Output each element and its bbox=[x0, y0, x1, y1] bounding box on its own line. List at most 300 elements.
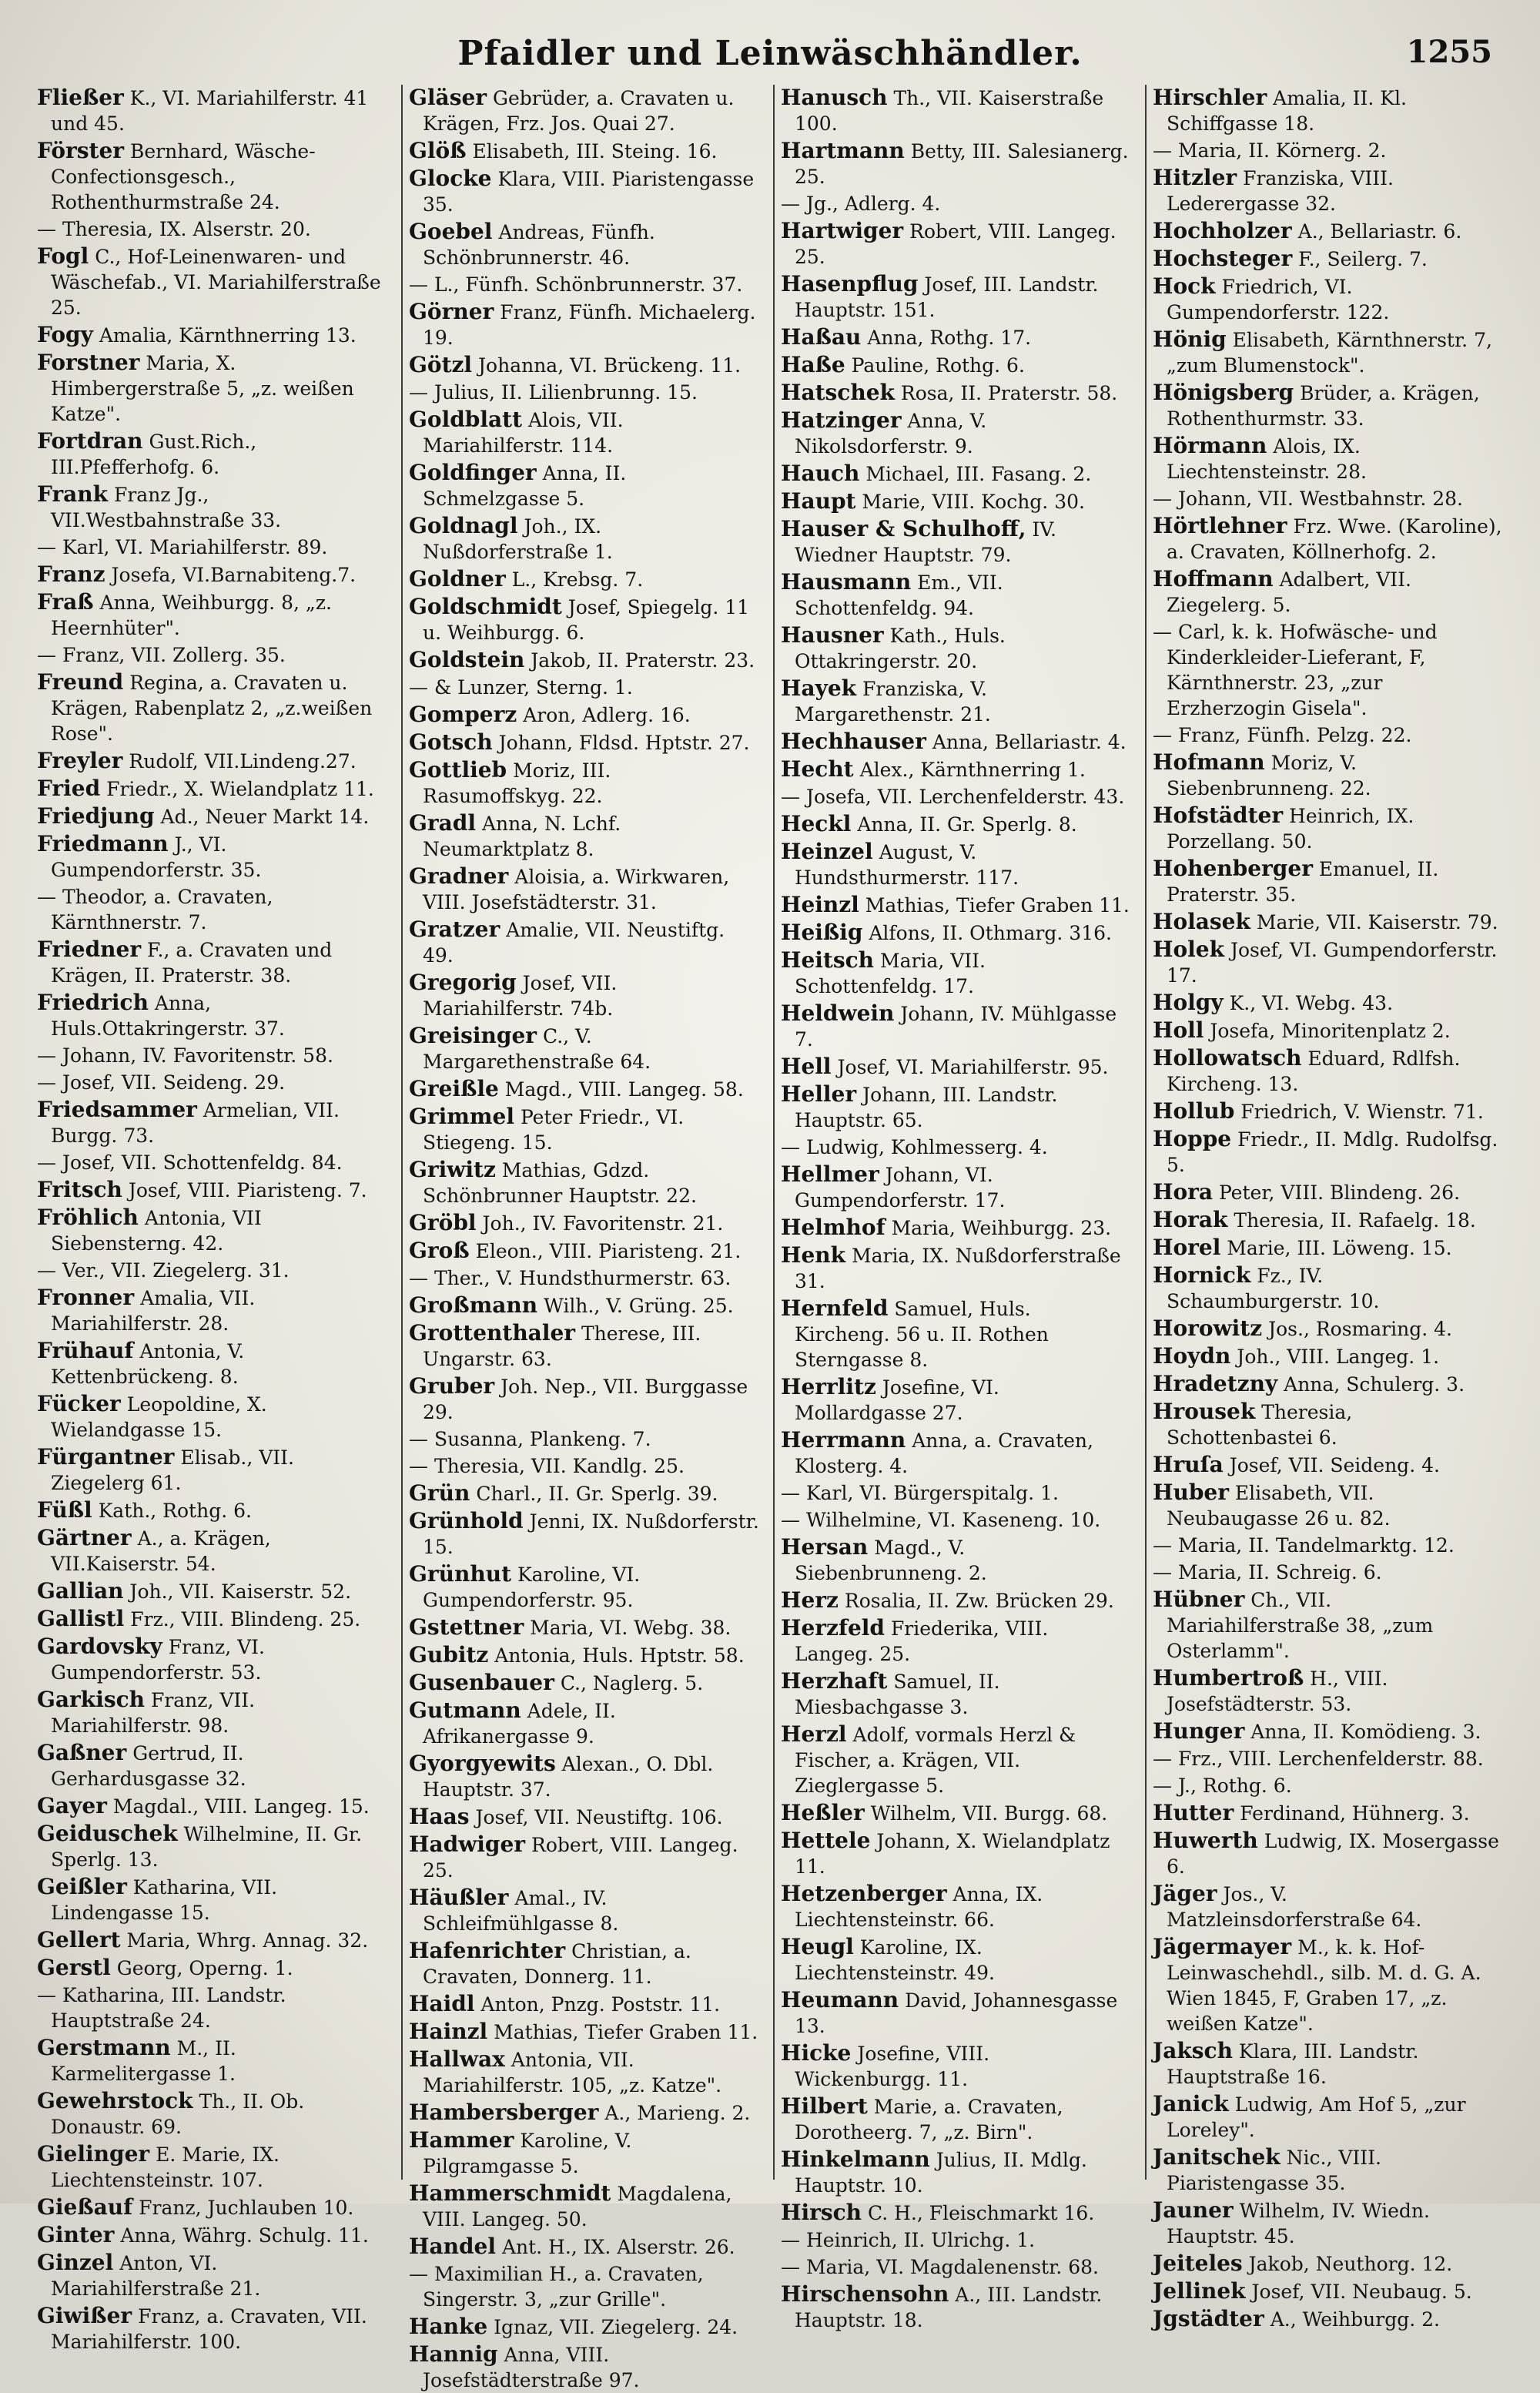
entry-detail: Maria, X. Himbergerstraße 5, „z. weißen Katze". bbox=[51, 352, 354, 425]
entry-name: Horel bbox=[1153, 1235, 1221, 1260]
entry-name: Goldnagl bbox=[409, 513, 518, 538]
entry-detail: Ferdinand, Hühnerg. 3. bbox=[1240, 1802, 1470, 1825]
directory-entry bbox=[1153, 327, 1503, 378]
entry-name: Hruſa bbox=[1153, 1452, 1224, 1477]
entry-name: Janitschek bbox=[1153, 2144, 1281, 2170]
entry-detail: Anna, V. Nikolsdorferstr. 9. bbox=[795, 410, 987, 457]
entry-name: Hecht bbox=[781, 756, 854, 782]
entry-name: Fließer bbox=[37, 85, 124, 110]
directory-entry bbox=[37, 1821, 387, 1872]
directory-entry bbox=[781, 622, 1131, 674]
entry-detail: Karoline, IX. Liechtensteinstr. 49. bbox=[795, 1936, 995, 1984]
directory-entry bbox=[1153, 246, 1503, 272]
entry-name: Goebel bbox=[409, 219, 493, 244]
entry-detail: Pauline, Rothg. 6. bbox=[851, 354, 1025, 377]
entry-name: Hambersberger bbox=[409, 2100, 599, 2125]
entry-name: Hannig bbox=[409, 2341, 498, 2367]
directory-entry bbox=[409, 1991, 759, 2017]
entry-detail: Christian, a. Cravaten, Donnerg. 11. bbox=[423, 1940, 691, 1988]
entry-detail: Betty, III. Salesianerg. 25. bbox=[795, 140, 1129, 188]
directory-entry bbox=[1153, 273, 1503, 325]
entry-name: Frank bbox=[37, 481, 109, 507]
entry-name: Grün bbox=[409, 1480, 470, 1506]
entry-name: Heißig bbox=[781, 920, 863, 945]
entry-detail: Michael, III. Fasang. 2. bbox=[865, 463, 1092, 485]
entry-name: Huwerth bbox=[1153, 1828, 1258, 1853]
entry-name: Gießauf bbox=[37, 2194, 133, 2220]
directory-entry bbox=[1153, 138, 1503, 163]
entry-detail: Anna, Weihburgg. 8, „z. Heernhüter". bbox=[51, 592, 332, 639]
directory-entry bbox=[37, 1177, 387, 1203]
entry-detail: Brüder, a. Krägen, Rothenthurmstr. 33. bbox=[1167, 382, 1480, 430]
entry-detail: Wilhelm, IV. Wiedn. Hauptstr. 45. bbox=[1167, 2200, 1430, 2247]
directory-entry bbox=[781, 2147, 1131, 2198]
directory-entry bbox=[781, 1295, 1131, 1372]
entry-detail: Rudolf, VII.Lindeng.27. bbox=[129, 750, 357, 773]
entry-detail: H., VIII. Josefstädterstr. 53. bbox=[1167, 1667, 1388, 1715]
entry-detail: Josef, Spiegelg. 11 u. Weihburgg. 6. bbox=[423, 596, 750, 644]
entry-name: Goldfinger bbox=[409, 460, 537, 485]
entry-detail: Eduard, Rdlfsh. Kircheng. 13. bbox=[1167, 1047, 1461, 1095]
entry-name: Jellinek bbox=[1153, 2278, 1246, 2304]
directory-entry bbox=[409, 85, 759, 136]
directory-entry bbox=[409, 970, 759, 1021]
entry-detail: Gust.Rich., III.Pfefferhofg. 6. bbox=[51, 431, 257, 478]
entry-name: Hochsteger bbox=[1153, 246, 1293, 271]
entry-detail: Alexan., O. Dbl. Hauptstr. 37. bbox=[423, 1753, 714, 1801]
entry-detail: Joh., IV. Favoritenstr. 21. bbox=[482, 1212, 724, 1235]
entry-name: Hrousek bbox=[1153, 1399, 1256, 1424]
entry-detail: C., Hof-Leinenwaren- und Wäschefab., VI. Mariahilferstraße 25. bbox=[51, 246, 381, 319]
entry-name: Herzhaft bbox=[781, 1668, 888, 1694]
entry-name: Gayer bbox=[37, 1793, 107, 1818]
directory-entry bbox=[409, 407, 759, 458]
directory-entry bbox=[37, 589, 387, 641]
entry-detail: Ludwig, IX. Mosergasse 6. bbox=[1167, 1830, 1499, 1878]
page-title: Pfaidler und Leinwäschhändler. bbox=[457, 34, 1083, 73]
entry-name: Gruber bbox=[409, 1373, 495, 1399]
directory-entry bbox=[37, 1874, 387, 1925]
entry-detail: Anna, Bellariastr. 4. bbox=[932, 731, 1127, 753]
entry-name: Hönig bbox=[1153, 327, 1227, 352]
entry-detail: — Ludwig, Kohlmesserg. 4. bbox=[781, 1136, 1048, 1158]
entry-name: Fogl bbox=[37, 243, 89, 269]
entry-detail: Frz., VIII. Blindeng. 25. bbox=[130, 1608, 361, 1631]
entry-detail: K., VI. Mariahilferstr. 41 und 45. bbox=[51, 87, 369, 135]
entry-detail: Josef, VII. Neubaug. 5. bbox=[1251, 2281, 1472, 2303]
entry-name: Gotsch bbox=[409, 729, 493, 755]
directory-entry bbox=[781, 1427, 1131, 1479]
entry-detail: — Frz., VIII. Lerchenfelderstr. 88. bbox=[1153, 1748, 1484, 1770]
directory-entry bbox=[409, 1292, 759, 1319]
directory-entry bbox=[409, 2127, 759, 2179]
entry-name: Heßler bbox=[781, 1800, 865, 1825]
entry-name: Glöß bbox=[409, 138, 467, 163]
entry-name: Heller bbox=[781, 1081, 857, 1107]
entry-name: Grimmel bbox=[409, 1104, 515, 1129]
entry-detail: Alois, VII. Mariahilferstr. 114. bbox=[423, 409, 624, 457]
entry-name: Gomperz bbox=[409, 702, 517, 727]
entry-detail: Josef, VIII. Piaristeng. 7. bbox=[128, 1179, 367, 1202]
directory-entry bbox=[1153, 722, 1503, 748]
entry-name: Hausner bbox=[781, 622, 884, 648]
entry-detail: Maria, Weihburgg. 23. bbox=[891, 1217, 1112, 1239]
directory-entry bbox=[409, 2046, 759, 2098]
entry-name: Gaßner bbox=[37, 1740, 127, 1765]
directory-entry bbox=[37, 1927, 387, 1953]
directory-entry bbox=[781, 1054, 1131, 1080]
entry-detail: Franz, a. Cravaten, VII. Mariahilferstr. 100. bbox=[51, 2305, 367, 2353]
entry-detail: K., VI. Webg. 43. bbox=[1229, 992, 1394, 1014]
directory-entry bbox=[409, 1938, 759, 1989]
column-1 bbox=[31, 85, 393, 2353]
entry-name: Friedjung bbox=[37, 803, 155, 829]
entry-name: Hechhauser bbox=[781, 729, 926, 754]
entry-name: Heitsch bbox=[781, 947, 875, 973]
entry-name: Ginter bbox=[37, 2222, 115, 2247]
entry-detail: Ignaz, VII. Ziegelerg. 24. bbox=[494, 2316, 738, 2338]
directory-entry bbox=[37, 937, 387, 988]
entry-detail: Antonia, Huls. Hptstr. 58. bbox=[494, 1644, 745, 1667]
directory-entry bbox=[409, 513, 759, 565]
entry-name: Forstner bbox=[37, 350, 140, 375]
entry-name: Hanke bbox=[409, 2314, 488, 2339]
directory-entry bbox=[409, 1832, 759, 1883]
entry-detail: Franz, Fünfh. Michaelerg. 19. bbox=[423, 301, 756, 349]
entry-name: Hartmann bbox=[781, 138, 905, 163]
directory-entry bbox=[1153, 433, 1503, 484]
entry-detail: Ad., Neuer Markt 14. bbox=[160, 806, 370, 828]
entry-name: Gallistl bbox=[37, 1606, 125, 1631]
directory-entry bbox=[781, 1215, 1131, 1241]
directory-entry bbox=[409, 272, 759, 297]
directory-entry bbox=[781, 1374, 1131, 1426]
entry-name: Hofstädter bbox=[1153, 803, 1284, 828]
directory-entry bbox=[37, 884, 387, 935]
directory-entry bbox=[37, 1285, 387, 1336]
entry-detail: Peter, VIII. Blindeng. 26. bbox=[1218, 1181, 1461, 1204]
entry-detail: Maria, VI. Webg. 38. bbox=[530, 1617, 732, 1639]
directory-entry bbox=[409, 1698, 759, 1749]
entry-detail: A., Bellariastr. 6. bbox=[1297, 220, 1462, 243]
entry-detail: — Katharina, III. Landstr. Hauptstraße 24. bbox=[37, 1984, 286, 2032]
directory-entry bbox=[1153, 380, 1503, 431]
entry-detail: Josefine, VI. Mollardgasse 27. bbox=[795, 1376, 999, 1424]
entry-name: Goldstein bbox=[409, 647, 525, 672]
entry-name: Holek bbox=[1153, 937, 1224, 962]
entry-detail: — & Lunzer, Sterng. 1. bbox=[409, 676, 633, 699]
entry-detail: Alex., Kärnthnerring 1. bbox=[859, 759, 1086, 781]
directory-entry bbox=[1153, 1179, 1503, 1205]
directory-entry bbox=[1153, 1235, 1503, 1261]
directory-entry bbox=[1153, 2091, 1503, 2143]
entry-detail: Theresia, II. Rafaelg. 18. bbox=[1234, 1209, 1476, 1232]
directory-entry bbox=[781, 2200, 1131, 2226]
entry-detail: L., Krebsg. 7. bbox=[511, 568, 644, 591]
page-header bbox=[0, 29, 1540, 83]
directory-entry bbox=[409, 1642, 759, 1668]
entry-name: Freund bbox=[37, 669, 124, 695]
entry-detail: Jakob, II. Praterstr. 23. bbox=[531, 649, 755, 672]
entry-name: Herz bbox=[781, 1587, 839, 1613]
entry-detail: Jakob, Neuthorg. 12. bbox=[1248, 2253, 1453, 2275]
entry-name: Fritsch bbox=[37, 1177, 122, 1202]
directory-entry bbox=[1153, 749, 1503, 801]
directory-entry bbox=[409, 219, 759, 270]
directory-entry bbox=[409, 1023, 759, 1074]
entry-name: Heumann bbox=[781, 1987, 899, 2013]
entry-detail: Maria, VII. Schottenfeldg. 17. bbox=[795, 950, 986, 997]
entry-name: Hönigsberg bbox=[1153, 380, 1294, 405]
entry-name: Hitzler bbox=[1153, 165, 1237, 190]
directory-entry bbox=[37, 2088, 387, 2140]
entry-detail: Klara, VIII. Piaristengasse 35. bbox=[423, 168, 755, 216]
entry-detail: Heinrich, IX. Porzellang. 50. bbox=[1167, 805, 1414, 853]
entry-detail: C. H., Fleischmarkt 16. bbox=[867, 2202, 1095, 2224]
entry-name: Hellmer bbox=[781, 1161, 879, 1187]
entry-detail: — Johann, VII. Westbahnstr. 28. bbox=[1153, 488, 1463, 510]
directory-entry bbox=[1153, 1343, 1503, 1369]
entry-detail: Mathias, Tiefer Graben 11. bbox=[494, 2021, 758, 2043]
entry-name: Gardovsky bbox=[37, 1634, 162, 1659]
entry-detail: Franz, Juchlauben 10. bbox=[139, 2197, 354, 2219]
entry-name: Friedrich bbox=[37, 990, 149, 1015]
entry-detail: Josef, VII. Mariahilferstr. 74b. bbox=[423, 972, 618, 1020]
entry-name: Freyler bbox=[37, 748, 123, 773]
entry-name: Grottenthaler bbox=[409, 1320, 576, 1346]
entry-name: Hornick bbox=[1153, 1262, 1251, 1288]
entry-name: Gottlieb bbox=[409, 757, 507, 783]
entry-name: Hock bbox=[1153, 273, 1216, 299]
entry-name: Hollub bbox=[1153, 1098, 1235, 1124]
entry-detail: Amal., IV. Schleifmühlgasse 8. bbox=[423, 1887, 619, 1935]
entry-name: Herzl bbox=[781, 1721, 847, 1747]
directory-entry bbox=[1153, 1587, 1503, 1664]
directory-entry bbox=[1153, 1480, 1503, 1531]
entry-detail: Marie, VIII. Kochg. 30. bbox=[862, 491, 1085, 513]
entry-detail: — Josef, VII. Schottenfeldg. 84. bbox=[37, 1151, 343, 1174]
entry-detail: Marie, VII. Kaiserstr. 79. bbox=[1256, 911, 1498, 933]
directory-entry bbox=[409, 2314, 759, 2340]
directory-entry bbox=[1153, 1315, 1503, 1342]
entry-name: Hauser & Schulhoff, bbox=[781, 516, 1026, 541]
entry-detail: Andreas, Fünfh. Schönbrunnerstr. 46. bbox=[423, 221, 655, 269]
entry-name: Haßau bbox=[781, 324, 862, 350]
entry-name: Haupt bbox=[781, 488, 856, 514]
entry-name: Füßl bbox=[37, 1497, 92, 1523]
entry-detail: — Franz, Fünfh. Pelzg. 22. bbox=[1153, 724, 1412, 746]
entry-detail: Anna, VIII. Josefstädterstraße 97. bbox=[423, 2344, 640, 2391]
entry-name: Hernfeld bbox=[781, 1295, 889, 1321]
entry-name: Hasenpflug bbox=[781, 271, 919, 297]
entry-detail: Samuel, Huls. Kircheng. 56 u. II. Rothen Sterngasse 8. bbox=[795, 1298, 1049, 1371]
directory-entry bbox=[37, 1097, 387, 1148]
entry-detail: Antonia, VII Siebensterng. 42. bbox=[51, 1207, 262, 1255]
directory-entry bbox=[1153, 2278, 1503, 2304]
entry-name: Jaksch bbox=[1153, 2038, 1233, 2063]
directory-entry bbox=[781, 1534, 1131, 1586]
entry-detail: Josefine, VIII. Wickenburgg. 11. bbox=[795, 2043, 990, 2090]
entry-detail: Josef, VII. Neustiftg. 106. bbox=[475, 1806, 723, 1828]
column-2 bbox=[401, 85, 765, 2391]
entry-name: Geiduschek bbox=[37, 1821, 178, 1846]
directory-entry bbox=[409, 1104, 759, 1155]
entry-name: Hallwax bbox=[409, 2046, 505, 2072]
entry-name: Gusenbauer bbox=[409, 1670, 554, 1695]
entry-detail: Johann, IV. Mühlgasse 7. bbox=[795, 1003, 1117, 1051]
entry-detail: Franziska, V. Margarethenstr. 21. bbox=[795, 678, 991, 726]
directory-entry bbox=[781, 811, 1131, 837]
directory-entry bbox=[1153, 1533, 1503, 1558]
entry-name: Friedsammer bbox=[37, 1097, 197, 1122]
entry-detail: — Josef, VII. Seideng. 29. bbox=[37, 1071, 286, 1094]
directory-entry bbox=[409, 863, 759, 915]
directory-entry bbox=[37, 1687, 387, 1738]
entry-name: Holasek bbox=[1153, 909, 1250, 934]
entry-name: Holgy bbox=[1153, 990, 1224, 1015]
entry-detail: Regina, a. Cravaten u. Krägen, Rabenplatz 2, „z.weißen Rose". bbox=[51, 672, 373, 745]
entry-name: Heugl bbox=[781, 1934, 854, 1959]
entry-detail: Georg, Operng. 1. bbox=[116, 1957, 293, 1979]
directory-entry bbox=[409, 594, 759, 645]
entry-detail: — Josefa, VII. Lerchenfelderstr. 43. bbox=[781, 786, 1125, 808]
entry-name: Greißle bbox=[409, 1076, 499, 1101]
directory-entry bbox=[1153, 856, 1503, 907]
directory-entry bbox=[37, 1578, 387, 1604]
entry-detail: Maria, IX. Nußdorferstraße 31. bbox=[795, 1245, 1121, 1292]
directory-entry bbox=[781, 1242, 1131, 1294]
entry-name: Hirsch bbox=[781, 2200, 862, 2225]
directory-entry bbox=[37, 322, 387, 348]
entry-name: Fürgantner bbox=[37, 1444, 175, 1470]
entry-detail: Anna, II. Schmelzgasse 5. bbox=[423, 462, 627, 510]
directory-entry bbox=[781, 920, 1131, 946]
entry-detail: — Theresia, VII. Kandlg. 25. bbox=[409, 1455, 685, 1477]
directory-entry bbox=[37, 1634, 387, 1685]
entry-name: Greisinger bbox=[409, 1023, 537, 1048]
entry-name: Hinkelmann bbox=[781, 2147, 930, 2172]
directory-entry bbox=[1153, 1262, 1503, 1314]
directory-entry bbox=[781, 1480, 1131, 1506]
directory-entry bbox=[1153, 1746, 1503, 1771]
entry-detail: Magdalena, VIII. Langeg. 50. bbox=[423, 2183, 732, 2230]
directory-entry bbox=[37, 2222, 387, 2248]
directory-entry bbox=[409, 2341, 759, 2393]
directory-entry bbox=[781, 407, 1131, 459]
entry-detail: Magdal., VIII. Langeg. 15. bbox=[112, 1795, 370, 1818]
entry-detail: Gebrüder, a. Cravaten u. Krägen, Frz. Jos. Quai 27. bbox=[423, 87, 735, 135]
entry-name: Jeiteles bbox=[1153, 2251, 1243, 2276]
entry-name: Jauner bbox=[1153, 2197, 1234, 2223]
entry-detail: C., Naglerg. 5. bbox=[560, 1672, 704, 1694]
entry-name: Ginzel bbox=[37, 2250, 114, 2275]
entry-detail: Katharina, VII. Lindengasse 15. bbox=[51, 1876, 278, 1924]
entry-detail: — Theodor, a. Cravaten, Kärnthnerstr. 7. bbox=[37, 886, 273, 933]
entry-detail: Charl., II. Gr. Sperlg. 39. bbox=[476, 1483, 718, 1505]
entry-name: Hell bbox=[781, 1054, 832, 1079]
directory-entry bbox=[781, 1134, 1131, 1160]
directory-entry bbox=[37, 990, 387, 1041]
directory-entry bbox=[1153, 1800, 1503, 1826]
entry-detail: — Maria, VI. Magdalenenstr. 68. bbox=[781, 2256, 1099, 2278]
entry-detail: J., VI. Gumpendorferstr. 35. bbox=[51, 833, 262, 881]
entry-name: Hadwiger bbox=[409, 1832, 526, 1857]
entry-detail: Jos., Rosmaring. 4. bbox=[1268, 1318, 1452, 1340]
directory-entry bbox=[781, 1161, 1131, 1213]
directory-entry bbox=[409, 1670, 759, 1696]
entry-name: Garkisch bbox=[37, 1687, 146, 1712]
entry-detail: Th., II. Ob. Donaustr. 69. bbox=[51, 2090, 305, 2138]
directory-entry bbox=[781, 839, 1131, 890]
entry-detail: Th., VII. Kaiserstraße 100. bbox=[795, 87, 1104, 135]
entry-name: Hartwiger bbox=[781, 218, 904, 243]
entry-detail: Robert, VIII. Langeg. 25. bbox=[795, 220, 1116, 268]
entry-name: Hatzinger bbox=[781, 407, 902, 433]
directory-entry bbox=[781, 1800, 1131, 1826]
entry-name: Fröhlich bbox=[37, 1205, 139, 1230]
directory-entry bbox=[781, 1934, 1131, 1986]
directory-entry bbox=[1153, 937, 1503, 988]
directory-entry bbox=[781, 1987, 1131, 2039]
entry-name: Horak bbox=[1153, 1207, 1228, 1232]
entry-detail: Kath., Rothg. 6. bbox=[98, 1500, 252, 1522]
directory-entry bbox=[37, 85, 387, 136]
entry-detail: Franz Jg., VII.Westbahnstraße 33. bbox=[51, 484, 282, 531]
directory-entry bbox=[37, 561, 387, 588]
directory-entry bbox=[781, 756, 1131, 783]
directory-entry bbox=[1153, 2251, 1503, 2277]
entry-detail: A., a. Krägen, VII.Kaiserstr. 54. bbox=[51, 1527, 271, 1575]
directory-entry bbox=[37, 1391, 387, 1443]
directory-entry bbox=[37, 350, 387, 427]
entry-name: Gutmann bbox=[409, 1698, 521, 1723]
directory-entry bbox=[781, 729, 1131, 755]
entry-detail: Johanna, VI. Brückeng. 11. bbox=[478, 354, 742, 377]
entry-detail: Franz, VI. Gumpendorferstr. 53. bbox=[51, 1636, 265, 1684]
entry-name: Hoppe bbox=[1153, 1126, 1232, 1151]
entry-detail: Ant. H., IX. Alserstr. 26. bbox=[501, 2236, 735, 2258]
entry-detail: Josef, VI. Gumpendorferstr. 17. bbox=[1167, 939, 1498, 987]
entry-detail: — Maximilian H., a. Cravaten, Singerstr. 3, „zur Grille". bbox=[409, 2263, 704, 2311]
entry-detail: Kath., Huls. Ottakringerstr. 20. bbox=[795, 625, 1006, 672]
directory-entry bbox=[409, 2019, 759, 2045]
entry-detail: Johann, X. Wielandplatz 11. bbox=[795, 1830, 1110, 1878]
entry-detail: Friedr., X. Wielandplatz 11. bbox=[106, 778, 374, 800]
entry-detail: Nic., VIII. Piaristengasse 35. bbox=[1167, 2147, 1381, 2194]
directory-entry bbox=[409, 1561, 759, 1613]
entry-name: Hetzenberger bbox=[781, 1881, 947, 1906]
entry-detail: Rosalia, II. Zw. Brücken 29. bbox=[844, 1590, 1114, 1612]
directory-entry bbox=[409, 1265, 759, 1291]
entry-name: Hilbert bbox=[781, 2093, 868, 2119]
directory-entry bbox=[37, 642, 387, 668]
directory-entry bbox=[37, 2035, 387, 2086]
entry-detail: — Maria, II. Schreig. 6. bbox=[1153, 1561, 1382, 1584]
entry-name: Fogy bbox=[37, 322, 93, 347]
directory-entry bbox=[37, 2250, 387, 2301]
directory-entry bbox=[37, 1070, 387, 1095]
directory-entry bbox=[37, 2303, 387, 2354]
directory-entry bbox=[781, 1081, 1131, 1133]
entry-name: Hatschek bbox=[781, 380, 895, 405]
entry-name: Gröbl bbox=[409, 1210, 477, 1235]
entry-name: Herzfeld bbox=[781, 1615, 885, 1641]
entry-name: Haidl bbox=[409, 1991, 475, 2016]
entry-detail: Adele, II. Afrikanergasse 9. bbox=[423, 1700, 616, 1748]
entry-name: Handel bbox=[409, 2234, 496, 2259]
entry-detail: Ludwig, Am Hof 5, „zur Loreley". bbox=[1167, 2093, 1466, 2141]
directory-entry bbox=[1153, 2144, 1503, 2196]
